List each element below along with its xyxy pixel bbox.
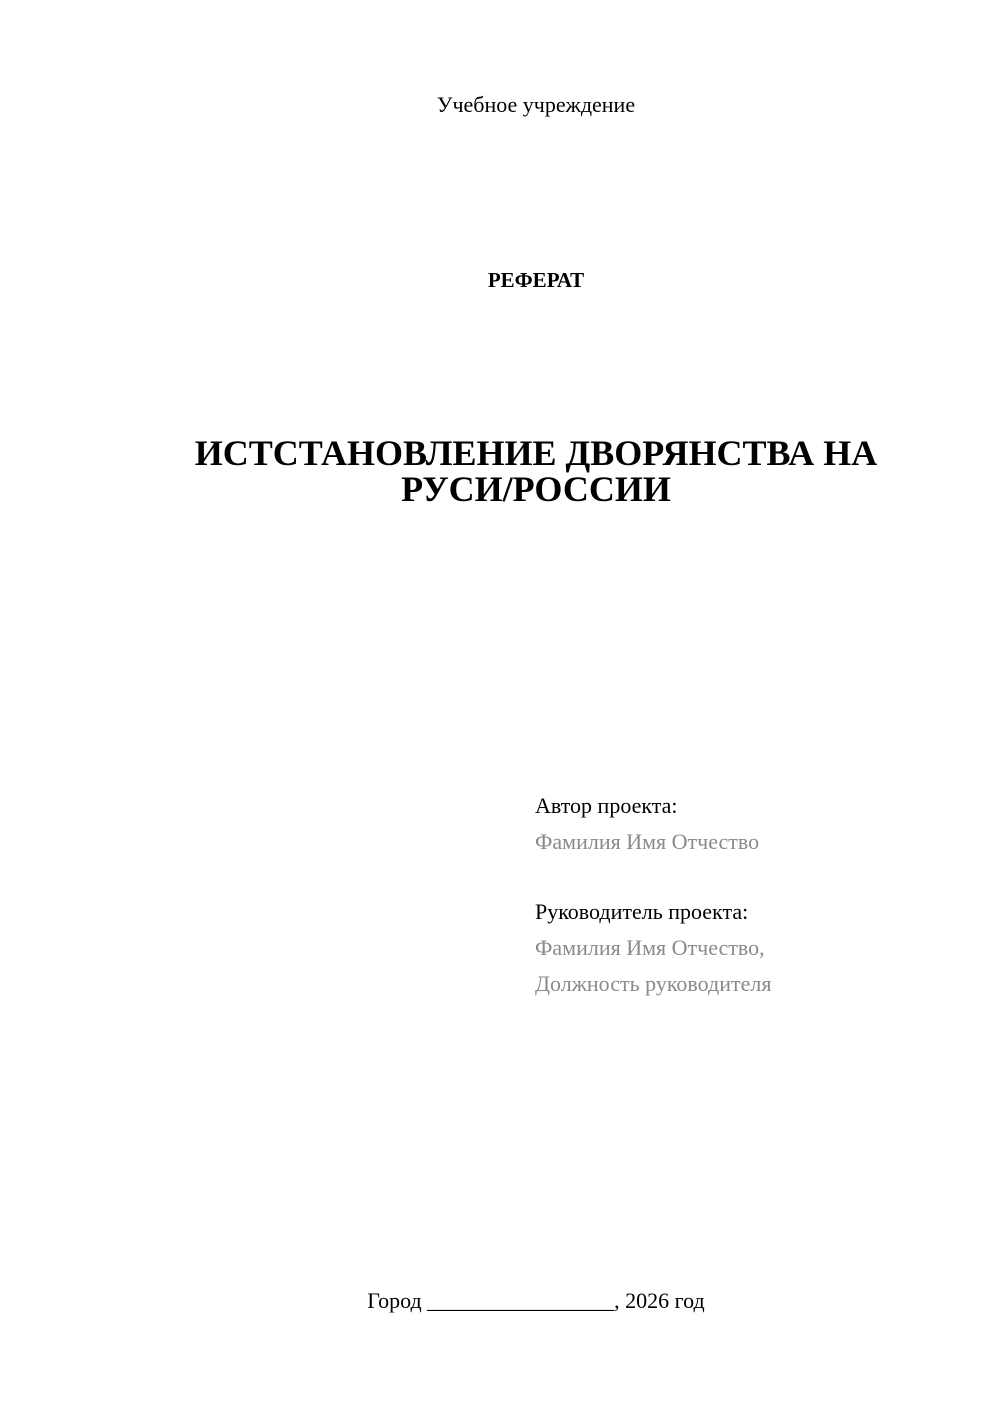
supervisor-name: Фамилия Имя Отчество,: [535, 935, 765, 960]
document-type: РЕФЕРАТ: [487, 268, 585, 292]
title-line-1: ИСТСТАНОВЛЕНИЕ ДВОРЯНСТВА НА: [194, 433, 878, 473]
info-spacer: [535, 860, 975, 894]
supervisor-position: Должность руководителя: [535, 971, 772, 996]
author-label: Автор проекта:: [535, 793, 678, 818]
supervisor-label: Руководитель проекта:: [535, 899, 749, 924]
project-info: [535, 788, 975, 1002]
city-year-line: Город _________________, 2026 год: [367, 1288, 705, 1313]
author-name: Фамилия Имя Отчество: [535, 829, 760, 854]
document-title: [120, 435, 952, 507]
institution-name: Учебное учреждение: [436, 92, 636, 117]
title-line-2: РУСИ/РОССИИ: [401, 469, 671, 509]
